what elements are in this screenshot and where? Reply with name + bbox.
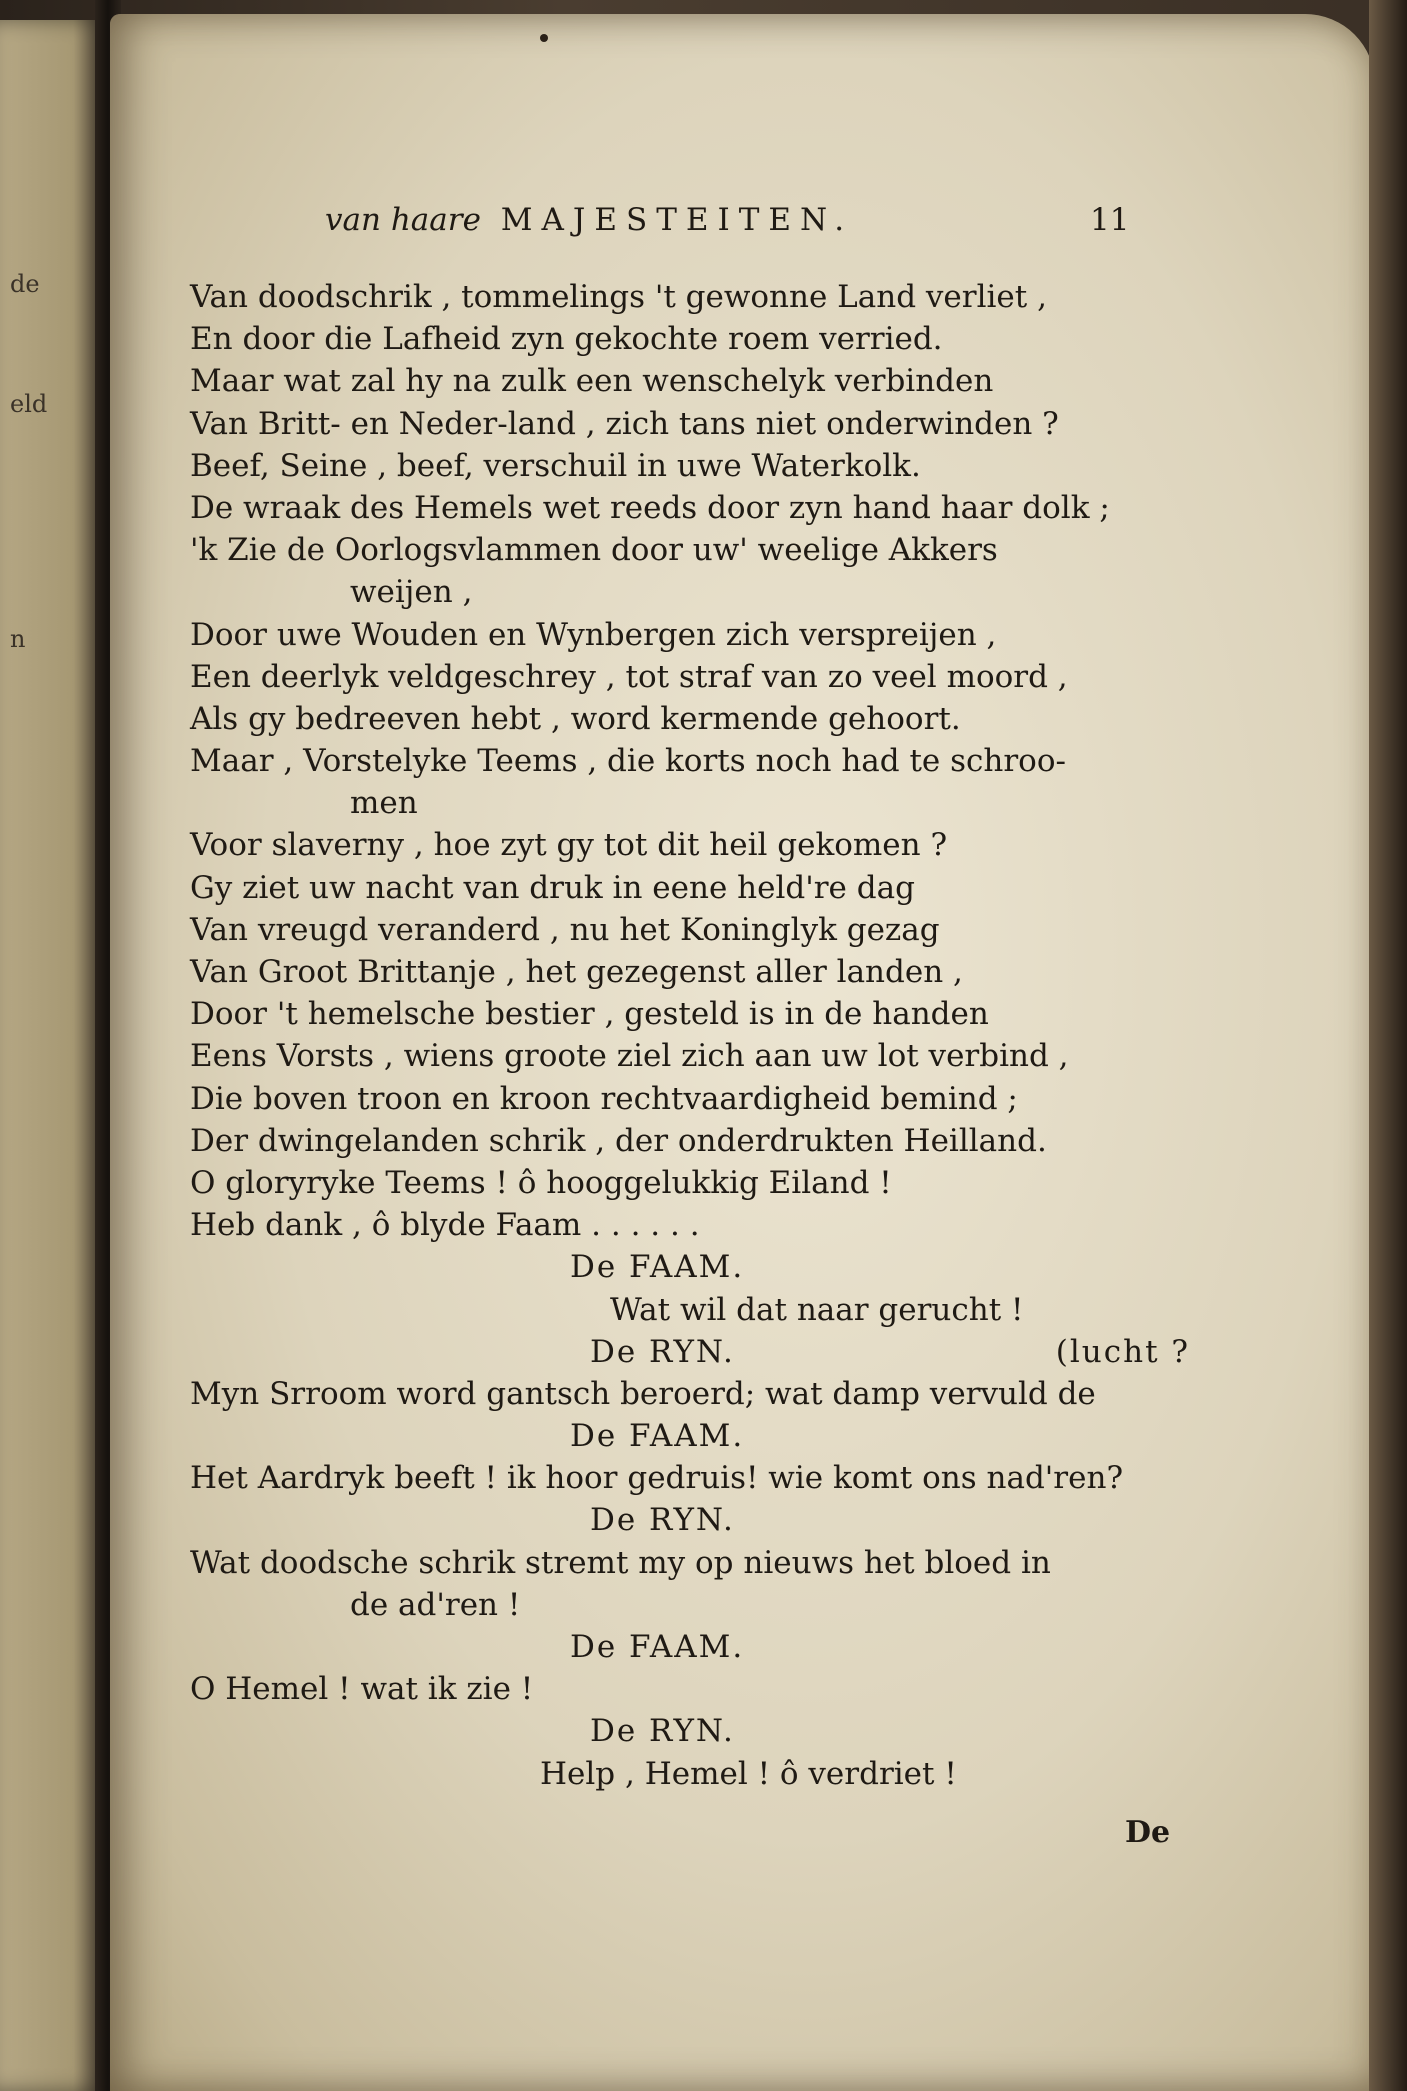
speaker-heading: [190, 1331, 1200, 1373]
header-prefix: van haare: [325, 202, 481, 238]
line-text: De FAAM.: [570, 1249, 745, 1286]
poem-text: [190, 276, 1200, 1795]
line-text: men: [350, 785, 418, 822]
line-text: Van vreugd veranderd , nu het Koninglyk gezag: [190, 911, 940, 948]
line-text: Gy ziet uw nacht van druk in eene held're dag: [190, 869, 915, 906]
margin-note: (lucht ?: [1055, 1333, 1190, 1370]
line-text: Van doodschrik , tommelings 't gewonne Land verliet ,: [190, 279, 1047, 315]
poem-line: [190, 698, 1200, 740]
poem-line: [190, 993, 1200, 1035]
line-text: 'k Zie de Oorlogsvlammen door uw' weelige Akkers: [190, 532, 998, 569]
poem-line: [190, 740, 1200, 782]
line-text: Die boven troon en kroon rechtvaardigheid bemind ;: [190, 1080, 1018, 1117]
poem-line: [190, 1668, 1200, 1710]
poem-line: [190, 571, 1200, 613]
line-text: Voor slaverny , hoe zyt gy tot dit heil gekomen ?: [190, 827, 948, 864]
line-text: O gloryryke Teems ! ô hooggelukkig Eiland !: [190, 1164, 892, 1201]
poem-line: [190, 951, 1200, 993]
speaker-heading: [190, 1626, 1200, 1668]
poem-line: [190, 360, 1200, 402]
line-text: De wraak des Hemels wet reeds door zyn hand haar dolk ;: [190, 489, 1110, 526]
poem-line: [190, 1035, 1200, 1077]
line-text: Het Aardryk beeft ! ik hoor gedruis! wie komt ons nad'ren?: [190, 1460, 1124, 1497]
line-text: En door die Lafheid zyn gekochte roem verried.: [190, 321, 943, 358]
poem-line: [190, 318, 1200, 360]
line-text: Heb dank , ô blyde Faam . . . . . .: [190, 1207, 700, 1244]
poem-line: [190, 445, 1200, 487]
line-text: De FAAM.: [570, 1418, 745, 1455]
line-text: Van Britt- en Neder-land , zich tans niet onderwinden ?: [190, 405, 1059, 442]
poem-line: [190, 1078, 1200, 1120]
line-text: Van Groot Brittanje , het gezegenst aller landen ,: [190, 954, 963, 990]
line-text: Maar wat zal hy na zulk een wenschelyk verbinden: [190, 363, 994, 400]
poem-line: [190, 1373, 1200, 1415]
line-text: De RYN.: [590, 1713, 735, 1750]
poem-line: [190, 1162, 1200, 1204]
header-title: MAJESTEITEN.: [500, 202, 854, 238]
running-header: [325, 202, 853, 238]
line-text: de ad'ren !: [350, 1586, 521, 1623]
speaker-heading: [190, 1710, 1200, 1752]
left-page-fragment: de: [10, 270, 40, 298]
poem-line: [190, 614, 1200, 656]
line-text: Der dwingelanden schrik , der onderdrukten Heilland.: [190, 1122, 1047, 1159]
speaker-heading: [190, 1415, 1200, 1457]
left-page-fragment: n: [10, 625, 26, 653]
poem-line: [190, 276, 1200, 318]
poem-line: [190, 487, 1200, 529]
poem-line: [190, 1457, 1200, 1499]
poem-line: [190, 1120, 1200, 1162]
page-edge: [1369, 0, 1407, 2091]
line-text: Wat doodsche schrik stremt my op nieuws het bloed in: [190, 1544, 1051, 1581]
speaker-heading: [190, 1499, 1200, 1541]
line-text: De RYN.: [590, 1333, 735, 1370]
line-text: De FAAM.: [570, 1629, 745, 1665]
line-text: Door uwe Wouden en Wynbergen zich verspreijen ,: [190, 616, 997, 653]
line-text: Beef, Seine , beef, verschuil in uwe Waterkolk.: [190, 447, 921, 484]
line-text: Help , Hemel ! ô verdriet !: [540, 1755, 957, 1792]
poem-line: [190, 1584, 1200, 1626]
line-text: Maar , Vorstelyke Teems , die korts noch had te schroo-: [190, 743, 1066, 780]
line-text: Wat wil dat naar gerucht !: [610, 1291, 1024, 1328]
line-text: De RYN.: [590, 1502, 735, 1539]
speaker-heading: [190, 1246, 1200, 1288]
ink-dot: [540, 34, 548, 42]
poem-line: [190, 529, 1200, 571]
line-text: O Hemel ! wat ik zie !: [190, 1671, 534, 1708]
line-text: Myn Srroom word gantsch beroerd; wat damp vervuld de: [190, 1375, 1096, 1412]
left-page-fragment: eld: [10, 390, 48, 418]
line-text: Door 't hemelsche bestier , gesteld is in de handen: [190, 996, 989, 1033]
poem-line: [190, 782, 1200, 824]
left-page: [0, 20, 105, 2091]
line-text: Als gy bedreeven hebt , word kermende gehoort.: [190, 700, 961, 737]
poem-line: [190, 1753, 1200, 1795]
line-text: weijen ,: [350, 574, 473, 611]
page-number: 11: [1090, 202, 1130, 238]
poem-line: [190, 1204, 1200, 1246]
line-text: Eens Vorsts , wiens groote ziel zich aan uw lot verbind ,: [190, 1038, 1069, 1075]
poem-line: [190, 403, 1200, 445]
poem-line: [190, 824, 1200, 866]
poem-line: [190, 656, 1200, 698]
line-text: Een deerlyk veldgeschrey , tot straf van zo veel moord ,: [190, 658, 1068, 695]
poem-line: [190, 1542, 1200, 1584]
catchword: De: [1125, 1815, 1171, 1850]
poem-line: [190, 867, 1200, 909]
poem-line: [190, 909, 1200, 951]
poem-line: [190, 1289, 1200, 1331]
